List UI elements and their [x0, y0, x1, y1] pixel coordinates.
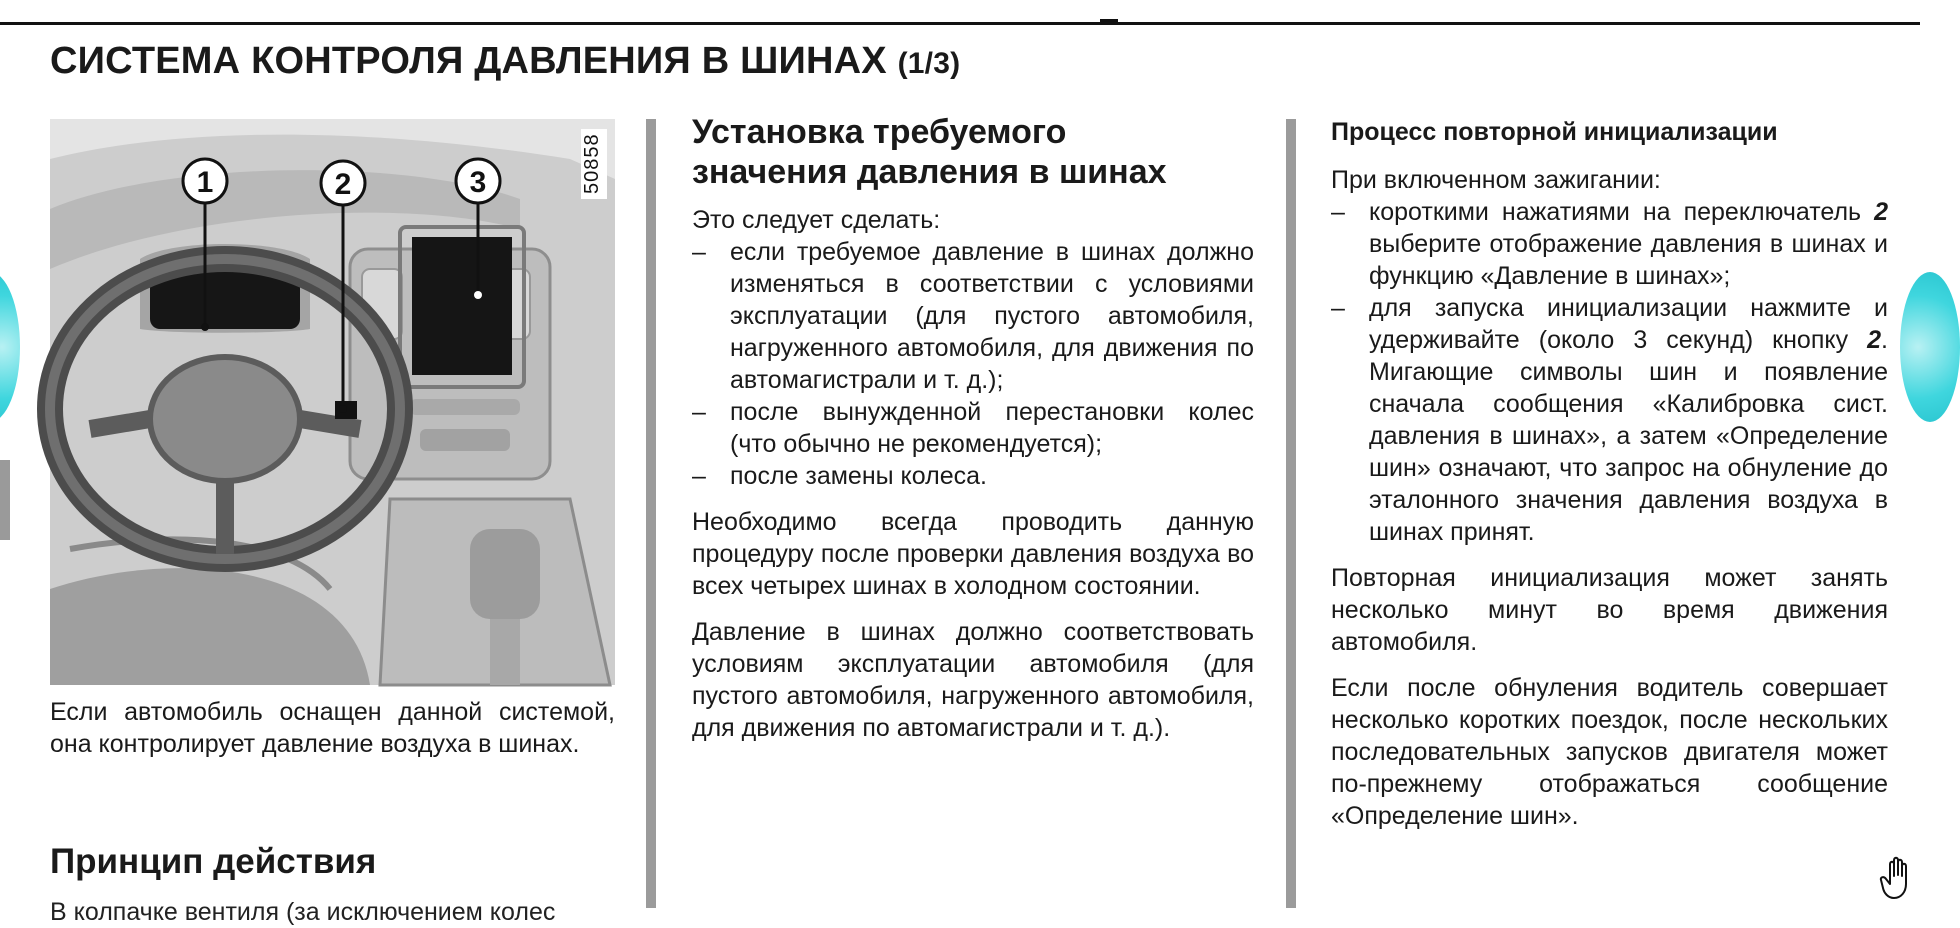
- reinit-step-1-start: короткими нажатиями на переключатель: [1369, 198, 1875, 226]
- list-dash: –: [1331, 198, 1345, 226]
- column-separator-1: [646, 119, 656, 908]
- list-dash: –: [692, 462, 706, 490]
- pressure-setting-list: [692, 236, 1254, 492]
- pressure-setting-heading-line1: Установка требуемого: [692, 113, 1067, 151]
- list-item: [1331, 196, 1888, 292]
- page-title-text: СИСТЕМА КОНТРОЛЯ ДАВЛЕНИЯ В ШИНАХ: [50, 40, 887, 82]
- next-page-tab[interactable]: [1900, 272, 1960, 422]
- top-tick: [1100, 19, 1118, 22]
- list-item-text: после вынужденной перестановки колес (что обычно не рекомендуется);: [730, 398, 1254, 458]
- switch-reference: 2: [1874, 198, 1888, 226]
- cutoff-text-line: [50, 894, 615, 926]
- list-dash: –: [692, 238, 706, 266]
- pressure-setting-lead: Это следует сделать:: [692, 206, 941, 234]
- list-item: [692, 460, 1254, 492]
- column-reinitialization: [1331, 112, 1888, 832]
- button-reference: 2: [1867, 326, 1882, 354]
- list-item: [692, 236, 1254, 396]
- figure-id: 50858: [581, 129, 607, 199]
- previous-page-tab[interactable]: [0, 272, 20, 422]
- dashboard-drawing: [50, 119, 615, 685]
- callout-1: 1: [196, 166, 214, 199]
- list-item: [692, 396, 1254, 460]
- pressure-setting-heading-line2: значения давления в шинах: [692, 153, 1167, 191]
- short-trips-paragraph: Если после обнуления водитель совершает несколько коротких поездок, после нескольких последовательных запусков двигателя может по-прежнему отображаться сообщение «Определение шин».: [1331, 674, 1888, 830]
- cold-check-paragraph: Необходимо всегда проводить данную процедуру после проверки давления воздуха во всех четырех шинах в холодном состоянии.: [692, 508, 1254, 600]
- left-edge-marker: [0, 460, 10, 540]
- callout-2: 2: [334, 168, 352, 201]
- list-dash: –: [692, 398, 706, 426]
- reinit-step-2-end: . Мигающие символы шин и появление сначала сообщения «Калибровка сист. давления в шинах», а затем «Определение шин» означают, что запрос на обнуление до эталонного значения давления воздуха в шинах принят.: [1369, 326, 1888, 546]
- reinit-lead: При включенном зажигании:: [1331, 166, 1661, 194]
- reinit-step-1-end: выберите отображение давления в шинах и функцию «Давление в шинах»;: [1369, 230, 1888, 290]
- column-pressure-setting: [692, 112, 1254, 744]
- page-part-indicator: (1/3): [897, 47, 961, 80]
- reinit-list: [1331, 196, 1888, 548]
- intro-paragraph: Если автомобиль оснащен данной системой, она контролирует давление воздуха в шинах.: [50, 698, 615, 758]
- reinit-heading: Процесс повторной инициализации: [1331, 118, 1778, 146]
- cutoff-text: В колпачке вентиля (за исключением колес: [50, 898, 556, 926]
- pressure-setting-heading: [692, 112, 1254, 192]
- top-rule: [0, 22, 1920, 25]
- list-item-text: если требуемое давление в шинах должно изменяться в соответствии с условиями эксплуатации (для пустого автомобиля, нагруженного автомобиля, для движения по автомагистрали и т. д.);: [730, 238, 1254, 394]
- page-title: [50, 40, 960, 83]
- reinit-duration-paragraph: Повторная инициализация может занять несколько минут во время движения автомобиля.: [1331, 564, 1888, 656]
- list-dash: –: [1331, 294, 1345, 322]
- hand-cursor-icon: [1880, 856, 1918, 900]
- conditions-paragraph: Давление в шинах должно соответствовать условиям эксплуатации автомобиля (для пустого автомобиля, нагруженного автомобиля, для движения по автомагистрали и т. д.).: [692, 618, 1254, 742]
- principle-heading: Принцип действия: [50, 842, 377, 881]
- list-item-text: после замены колеса.: [730, 462, 987, 490]
- callout-3: 3: [469, 166, 487, 199]
- reinit-step-2-start: для запуска инициализации нажмите и удерживайте (около 3 секунд) кнопку: [1369, 294, 1888, 354]
- list-item: [1331, 292, 1888, 548]
- dashboard-illustration: [50, 119, 615, 685]
- column-separator-2: [1286, 119, 1296, 908]
